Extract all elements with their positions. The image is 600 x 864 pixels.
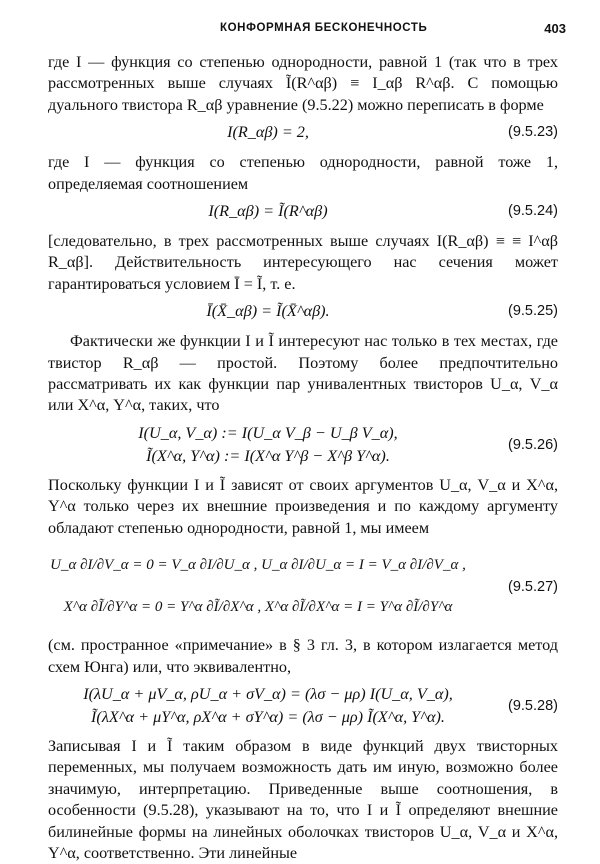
paragraph-1: где I — функция со степенью однородности, равной 1 (так что в трех рассмотренных выше случаях Ĩ(R^αβ) ≡ I_αβ R^αβ. С помощью дуального твистора R_αβ уравнение (9.5.22) можно переписать в форме bbox=[48, 53, 558, 114]
equation-number: (9.5.28) bbox=[508, 697, 558, 714]
equation-line-2: X^α ∂Ĩ/∂Y^α = 0 = Y^α ∂Ĩ/∂X^α , X^α ∂Ĩ/∂X^α = I = Y^α ∂Ĩ/∂Y^α bbox=[63, 599, 453, 616]
paragraph-3: [следовательно, в трех рассмотренных выше случаях I(R_αβ) ≡ ≡ I^αβ R_αβ]. Действительность интересующего нас сечения может гарантироваться условием Ī = Ĩ, т. е. bbox=[48, 232, 558, 293]
paragraph-2: где I — функция со степенью однородности, равной тоже 1, определяемая соотношением bbox=[48, 153, 558, 193]
equation-line-1: U_α ∂I/∂V_α = 0 = V_α ∂I/∂U_α , U_α ∂I/∂U_α = I = V_α ∂I/∂V_α , bbox=[50, 557, 466, 574]
equation-number: (9.5.25) bbox=[508, 303, 558, 320]
equation-formula: I(R_αβ) = 2, bbox=[227, 123, 309, 142]
equation-formula: I(R_αβ) = Ĩ(R^αβ) bbox=[208, 202, 328, 221]
equation-line-1: I(λU_α + μV_α, ρU_α + σV_α) = (λσ − μρ) I(U_α, V_α), bbox=[83, 684, 453, 703]
equation-9-5-24 bbox=[48, 201, 558, 225]
paragraph-6: (см. пространное «примечание» в § 3 гл. 3, в котором излагается метод схем Юнга) или, что эквивалентно, bbox=[48, 636, 558, 676]
paragraph-4: Фактически же функции I и Ĩ интересуют нас только в тех местах, где твистор R_αβ — простой. Поэтому более предпочтительно рассматривать их как функции пар унивалентных твисторов U_α, V_α или X^α, Y^α, таких, что bbox=[48, 332, 558, 415]
page-body bbox=[48, 52, 558, 864]
running-head: КОНФОРМНАЯ БЕСКОНЕЧНОСТЬ bbox=[220, 22, 428, 34]
equation-9-5-25 bbox=[48, 301, 558, 325]
paragraph-7: Записывая I и Ĩ таким образом в виде функций двух твисторных переменных, мы получаем возможность дать им иную, возможно более значимую, интерпретацию. Приведенные выше соотношения, в особенности (9.5.28), указывают на то, что I и Ĩ определяют внешние билинейные формы на линейных оболочках твисторов U_α, V_α и X^α, Y^α, соответственно. Эти линейные bbox=[48, 736, 558, 862]
equation-line-1: I(U_α, V_α) := I(U_α V_β − U_β V_α), bbox=[138, 423, 398, 442]
equation-number: (9.5.23) bbox=[508, 124, 558, 141]
equation-number: (9.5.27) bbox=[508, 579, 558, 596]
equation-number: (9.5.24) bbox=[508, 203, 558, 220]
equation-line-2: Ĩ(λX^α + μY^α, ρX^α + σY^α) = (λσ − μρ) Ĩ(X^α, Y^α). bbox=[91, 707, 445, 726]
equation-9-5-27 bbox=[48, 545, 558, 629]
equation-9-5-28 bbox=[48, 684, 558, 730]
page-header bbox=[220, 22, 566, 42]
paragraph-5: Поскольку функции I и Ĩ зависят от своих аргументов U_α, V_α и X^α, Y^α только через их внешние произведения и по каждому аргументу обладают степенью однородности, равной 1, мы имеем bbox=[48, 475, 558, 537]
equation-9-5-23 bbox=[48, 122, 558, 146]
equation-9-5-26 bbox=[48, 423, 558, 469]
equation-line-2: Ĩ(X^α, Y^α) := I(X^α Y^β − X^β Y^α). bbox=[146, 446, 390, 465]
equation-formula: Ī(X̄_αβ) = Ĩ(X̄^αβ). bbox=[206, 302, 330, 321]
page-number: 403 bbox=[544, 21, 566, 36]
equation-number: (9.5.26) bbox=[508, 436, 558, 453]
